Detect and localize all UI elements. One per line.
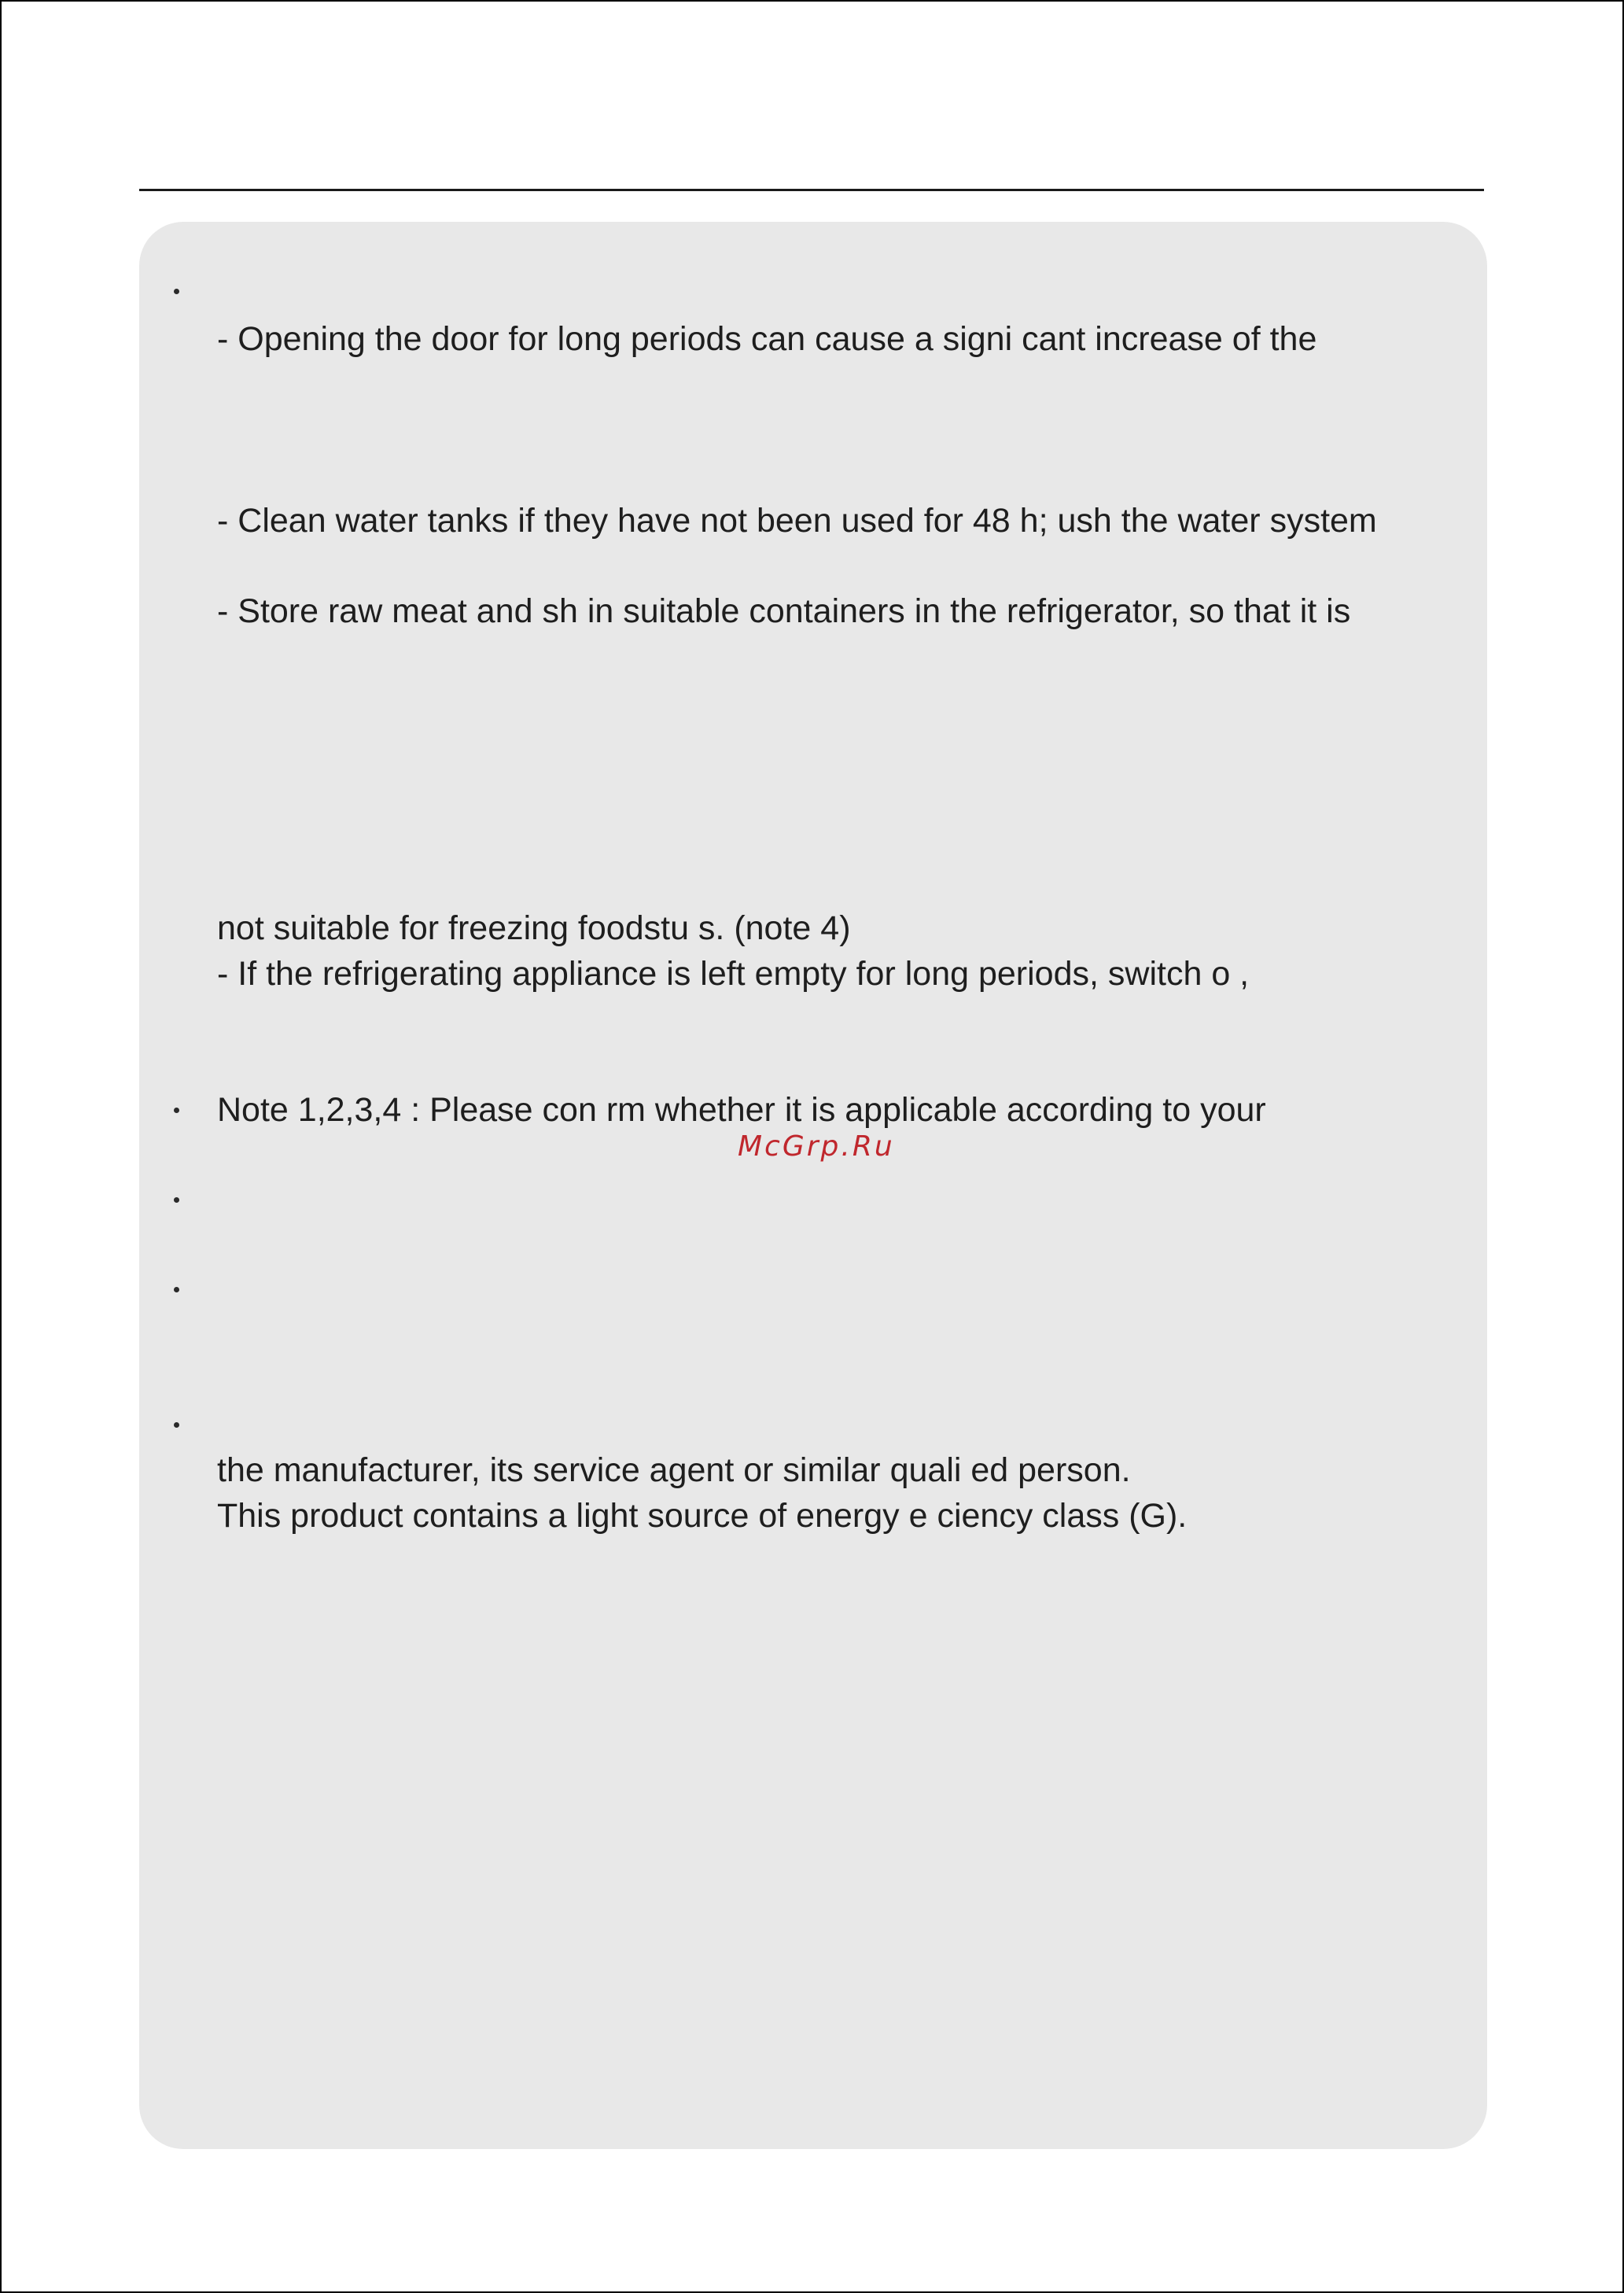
text-line-manufacturer: the manufacturer, its service agent or similar quali ed person. [217, 1451, 1131, 1489]
text-line-raw-meat: - Store raw meat and sh in suitable containers in the refrigerator, so that it is [217, 592, 1351, 630]
text-line-door-opening: - Opening the door for long periods can cause a signi cant increase of the [217, 320, 1317, 358]
text-line-freezing-note: not suitable for freezing foodstu s. (note 4) [217, 909, 851, 947]
text-line-empty-appliance: - If the refrigerating appliance is left empty for long periods, switch o , [217, 955, 1250, 993]
bullet-2 [174, 1108, 183, 1117]
watermark: McGrp.Ru [738, 1130, 895, 1163]
bullet-1 [174, 289, 183, 298]
bullet-3 [174, 1197, 183, 1207]
text-line-light-source: This product contains a light source of energy e ciency class (G). [217, 1497, 1188, 1535]
header-rule [139, 189, 1484, 191]
text-line-note: Note 1,2,3,4 : Please con rm whether it is applicable according to your [217, 1091, 1266, 1129]
text-line-water-tanks: - Clean water tanks if they have not been used for 48 h; ush the water system [217, 502, 1377, 540]
bullet-4 [174, 1287, 183, 1296]
bullet-5 [174, 1422, 183, 1432]
